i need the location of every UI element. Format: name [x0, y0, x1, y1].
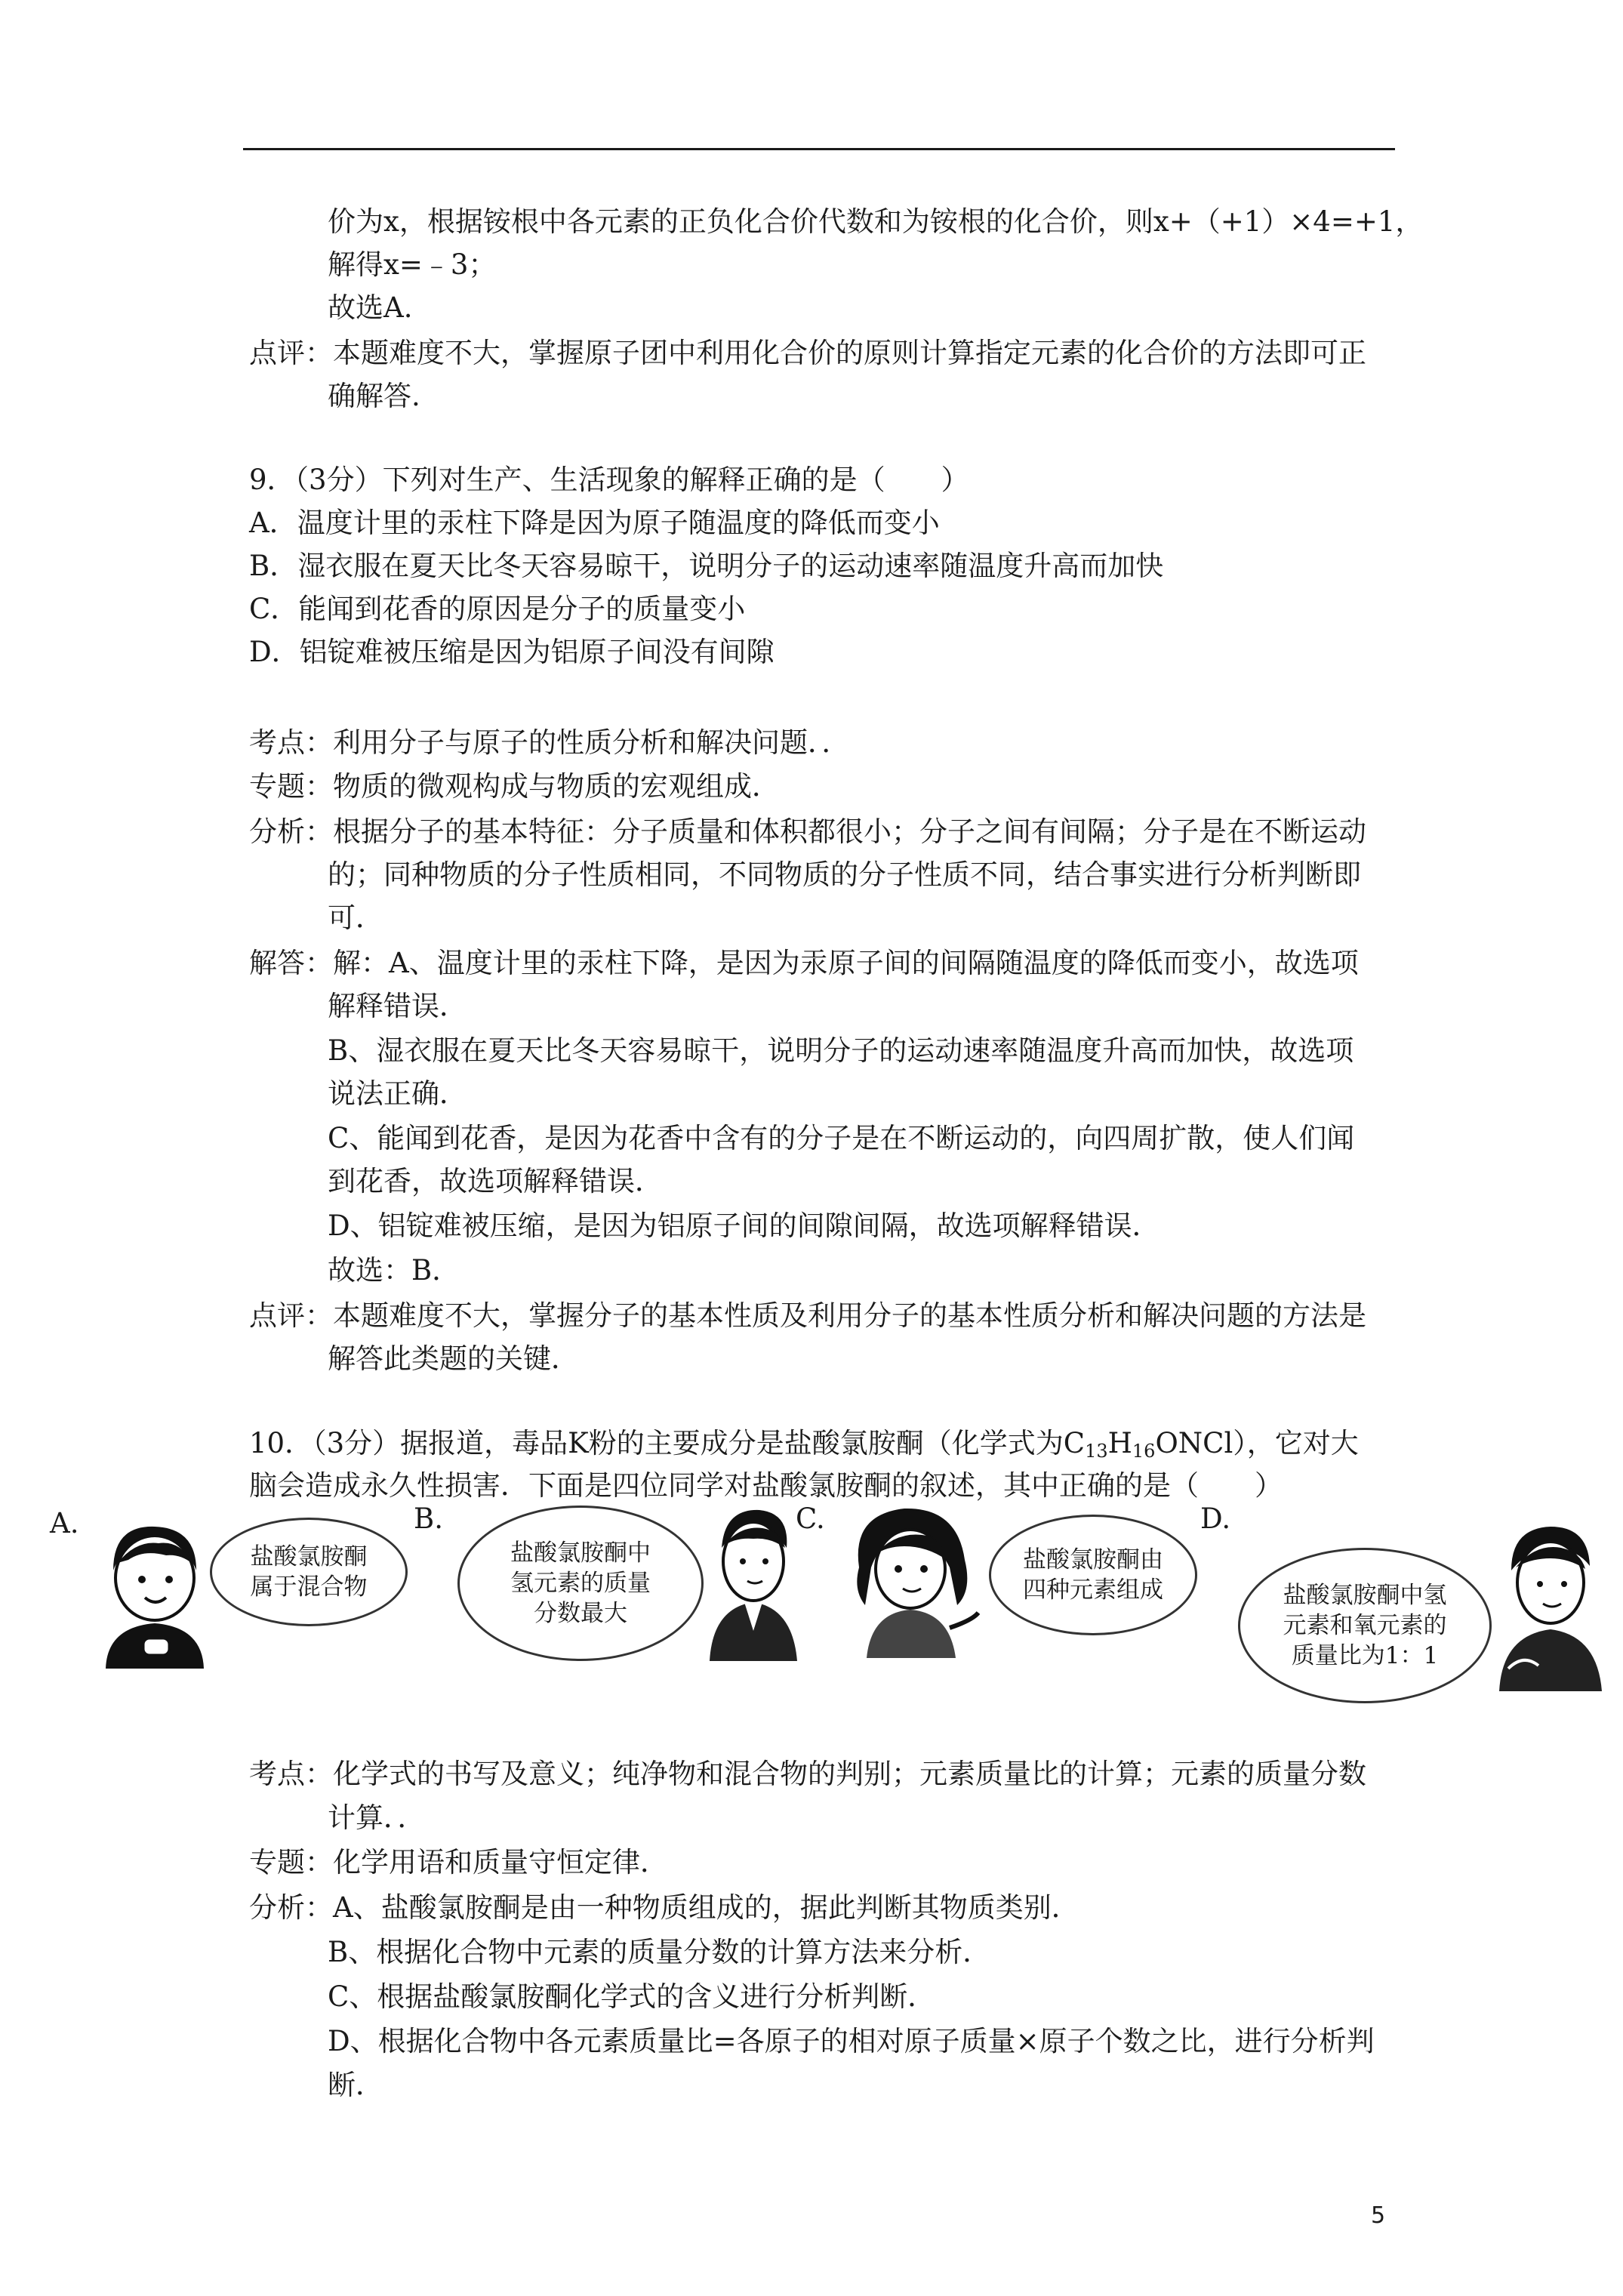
q9-fenxi-3: 可．: [328, 901, 383, 934]
q10-kaodian-1: 考点：化学式的书写及意义；纯净物和混合物的判别；元素质量比的计算；元素的质量分数: [249, 1758, 1366, 1790]
q10-sub-13: 13: [1085, 1441, 1108, 1462]
student-c-illustration: [844, 1499, 980, 1658]
q9-dianping-2: 解答此类题的关键．: [328, 1342, 579, 1375]
q9-fenxi-2: 的；同种物质的分子性质相同，不同物质的分子性质不同，结合事实进行分析判断即: [328, 858, 1361, 891]
q10-fenxi-4: D、根据化合物中各元素质量比=各原子的相对原子质量×原子个数之比，进行分析判: [328, 2025, 1375, 2057]
q9-jieda-2: 解释错误．: [328, 990, 467, 1022]
bubble-a-line-1: 盐酸氯胺酮: [250, 1543, 368, 1570]
bubble-b-line-1: 盐酸氯胺酮中: [510, 1539, 651, 1567]
page-number: 5: [1371, 2202, 1386, 2229]
q9-option-c: C．能闻到花香的原因是分子的质量变小: [249, 593, 746, 625]
q9-jieda-8: 故选：B．: [328, 1254, 460, 1287]
q9-jieda-7: D、铝锭难被压缩，是因为铝原子间的间隙间隔，故选项解释错误．: [328, 1210, 1160, 1242]
bubble-c: [989, 1515, 1197, 1635]
q10-label-d: D.: [1200, 1502, 1231, 1535]
q10-zhuanti: 专题：化学用语和质量守恒定律．: [249, 1846, 668, 1878]
bubble-c-line-2: 四种元素组成: [1023, 1576, 1163, 1604]
bubble-c-line-1: 盐酸氯胺酮由: [1023, 1546, 1163, 1573]
q10-sub-16: 16: [1132, 1441, 1156, 1462]
prev-answer-line-1: 价为x，根据铵根中各元素的正负化合价代数和为铵根的化合价，则x+（+1）×4=+1，: [328, 205, 1424, 238]
student-d-illustration: [1493, 1518, 1606, 1691]
bubble-d-line-3: 质量比为1：1: [1291, 1642, 1439, 1669]
q9-stem: 9．（3分）下列对生产、生活现象的解释正确的是（ ）: [249, 464, 969, 496]
q9-kaodian: 考点：利用分子与原子的性质分析和解决问题．．: [249, 726, 850, 759]
prev-answer-line-2: 解得x=﹣3；: [328, 248, 497, 281]
q9-option-a: A．温度计里的汞柱下降是因为原子随温度的降低而变小: [249, 507, 940, 539]
prev-comment-text: 本题难度不大，掌握原子团中利用化合价的原则计算指定元素的化合价的方法即可正: [333, 337, 1366, 369]
bubble-a: [210, 1518, 408, 1626]
q9-option-d: D．铝锭难被压缩是因为铝原子间没有间隙: [249, 636, 775, 668]
bubble-b-line-2: 氢元素的质量: [510, 1570, 651, 1597]
q9-dianping-1: 点评：本题难度不大，掌握分子的基本性质及利用分子的基本性质分析和解决问题的方法是: [249, 1299, 1366, 1332]
bubble-d-line-2: 元素和氧元素的: [1283, 1612, 1447, 1639]
q9-zhuanti: 专题：物质的微观构成与物质的宏观组成．: [249, 770, 780, 803]
prev-answer-line-3: 故选A.: [328, 291, 413, 324]
q10-stem-pre: 10．（3分）据报道，毒品K粉的主要成分是盐酸氯胺酮（化学式为C: [249, 1427, 1086, 1459]
q10-stem-post: ONCl），它对大: [1155, 1427, 1359, 1459]
bubble-d-line-1: 盐酸氯胺酮中氢: [1283, 1582, 1447, 1609]
q9-fenxi-1: 分析：根据分子的基本特征：分子质量和体积都很小；分子之间有间隔；分子是在不断运动: [249, 815, 1366, 848]
q10-stem-h: H: [1107, 1427, 1132, 1459]
q10-kaodian-2: 计算．．: [328, 1801, 426, 1834]
q9-option-b: B．湿衣服在夏天比冬天容易晾干，说明分子的运动速率随温度升高而加快: [249, 550, 1164, 582]
bubble-b-line-3: 分数最大: [534, 1600, 627, 1627]
bubble-a-line-2: 属于混合物: [250, 1573, 368, 1601]
bubble-d: [1238, 1548, 1492, 1703]
q10-label-b: B.: [414, 1502, 443, 1535]
q9-jieda-3: B、湿衣服在夏天比冬天容易晾干，说明分子的运动速率随温度升高而加快，故选项: [328, 1034, 1354, 1067]
q10-label-a: A.: [50, 1507, 79, 1539]
q9-jieda-4: 说法正确．: [328, 1077, 467, 1110]
prev-comment-line-1: [249, 334, 1366, 373]
header-rule: [243, 148, 1395, 150]
q10-fenxi-5: 断．: [328, 2069, 383, 2101]
prev-comment-label: 点评：: [249, 337, 333, 369]
q10-stem-1: [249, 1424, 1359, 1471]
q10-fenxi-1: 分析：A、盐酸氯胺酮是由一种物质组成的，据此判断其物质类别．: [249, 1891, 1079, 1924]
bubble-b: [457, 1505, 704, 1661]
q10-fenxi-3: C、根据盐酸氯胺酮化学式的含义进行分析判断．: [328, 1980, 936, 2013]
q10-stem-2: 脑会造成永久性损害．下面是四位同学对盐酸氯胺酮的叙述，其中正确的是（ ）: [249, 1469, 1283, 1502]
q10-fenxi-2: B、根据化合物中元素的质量分数的计算方法来分析．: [328, 1936, 991, 1968]
q10-label-c: C.: [796, 1502, 825, 1535]
prev-comment-line-2: 确解答.: [328, 380, 420, 412]
q9-jieda-6: 到花香，故选项解释错误．: [328, 1165, 663, 1197]
q9-jieda-5: C、能闻到花香，是因为花香中含有的分子是在不断运动的，向四周扩散，使人们闻: [328, 1122, 1355, 1154]
q9-jieda-1: 解答：解：A、温度计里的汞柱下降，是因为汞原子间的间隔随温度的降低而变小，故选项: [249, 947, 1359, 979]
student-a-illustration: [91, 1518, 219, 1669]
student-b-illustration: [702, 1502, 800, 1661]
